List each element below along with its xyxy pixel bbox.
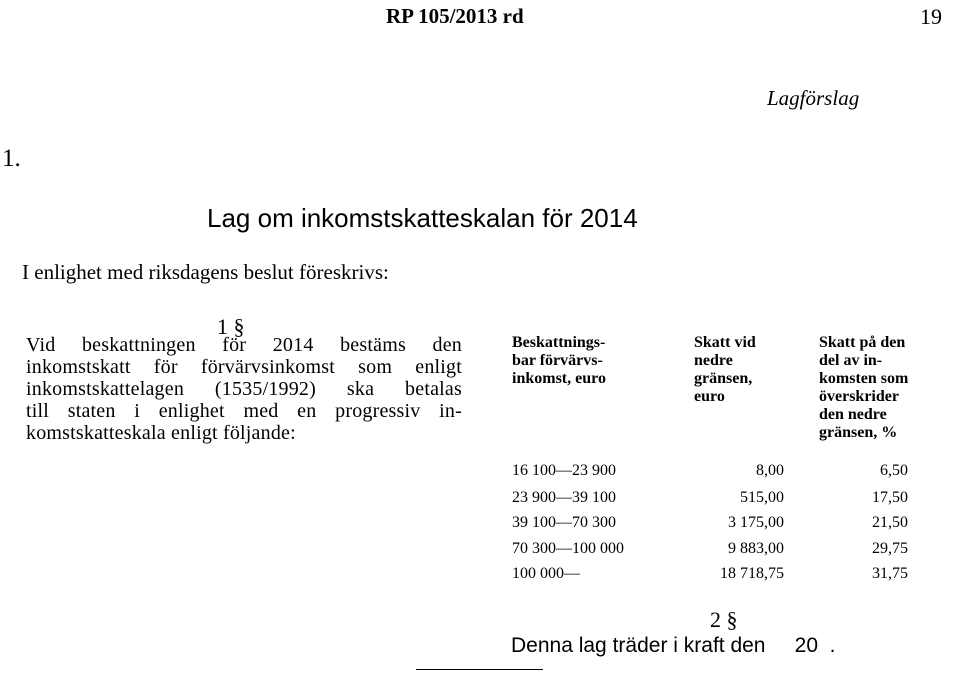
table-row — [512, 540, 942, 560]
table-cell: 18 718,75 — [720, 565, 784, 582]
table-cell: 100 000— — [512, 565, 580, 582]
table-row — [512, 489, 942, 509]
table-row — [512, 462, 942, 482]
table-header-tax-at-lower-limit: Skatt vid nedre gränsen, euro — [694, 334, 756, 405]
table-header-rate-above-lower-limit: Skatt på den del av in- komsten som överskrider den nedre gränsen, % — [819, 334, 909, 441]
table-cell: 3 175,00 — [728, 514, 784, 531]
law-title: Lag om inkomstskatteskalan för 2014 — [207, 203, 638, 233]
table-cell: 16 100—23 900 — [512, 462, 616, 479]
table-header-income: Beskattnings- bar förvärvs- inkomst, euro — [512, 334, 606, 387]
paragraph-line: till staten i enlighet med en progressiv in- — [26, 400, 462, 422]
paragraph-line: komstskatteskala enligt följande: — [26, 422, 296, 444]
document-header-title: RP 105/2013 rd — [386, 4, 524, 28]
paragraph-line: inkomstskattelagen (1535/1992) ska betalas — [26, 378, 462, 400]
section-1-paragraph — [26, 334, 462, 444]
entry-into-force-text: Denna lag träder i kraft den 20 . — [511, 634, 836, 657]
table-cell: 17,50 — [872, 489, 908, 506]
intro-text: I enlighet med riksdagens beslut föreskrivs: — [22, 260, 389, 284]
table-cell: 23 900—39 100 — [512, 489, 616, 506]
table-cell: 39 100—70 300 — [512, 514, 616, 531]
footnote-rule — [416, 669, 543, 670]
table-cell: 70 300—100 000 — [512, 540, 624, 557]
table-row — [512, 565, 942, 585]
table-cell: 515,00 — [740, 489, 784, 506]
table-cell: 29,75 — [872, 540, 908, 557]
page-number: 19 — [920, 4, 942, 29]
table-cell: 9 883,00 — [728, 540, 784, 557]
table-cell: 31,75 — [872, 565, 908, 582]
section-2-heading: 2 § — [710, 607, 738, 632]
paragraph-line: Vid beskattningen för 2014 bestäms den — [26, 334, 462, 356]
item-number: 1. — [2, 145, 21, 172]
table-cell: 6,50 — [880, 462, 908, 479]
table-row — [512, 514, 942, 534]
section-1-heading: 1 § — [217, 314, 245, 339]
table-cell: 21,50 — [872, 514, 908, 531]
table-cell: 8,00 — [756, 462, 784, 479]
paragraph-line: inkomstskatt för förvärvsinkomst som enligt — [26, 356, 462, 378]
section-label: Lagförslag — [767, 86, 860, 110]
